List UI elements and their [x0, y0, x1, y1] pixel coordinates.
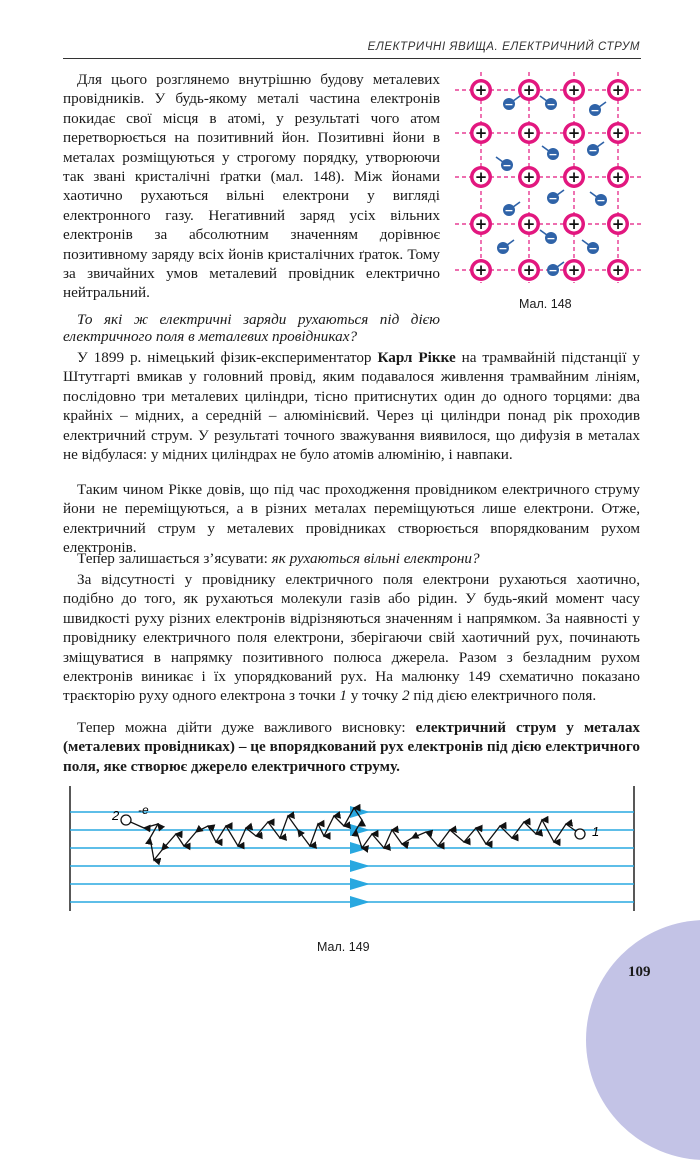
electron-sign: −	[504, 98, 514, 111]
paragraph-conclusion-rikke	[63, 480, 640, 558]
paragraph-rikke-text-b: на трамвайній підстанції у Штутгарті вмикав у головний провід, яким подавалося живлення трамвайним лініям, послідовно три металевих циліндри, тісно притиснутих один до одного торцями: два крайніх – мідних, а середній – алюмінієвий. Через ці циліндри понад рік проходив електричний струм. У результаті точного зважування виявилося, що дифузія в металах не відбулася: у мідних циліндрах не було атомів алюмінію, і навпаки.	[63, 349, 641, 464]
ion-sign: +	[611, 168, 625, 186]
electron-motion-text-a: За відсутності у провіднику електричного поля електрони рухаються хаотично, подібно до того, як рухаються молекули газів або рідин. У будь-який момент часу швидкості руху різних електронів відрізняються значенням і напрямком. За наявності у провіднику електричного поля електрони, зберігаючи свій хаотичний рух, починають зміщуватися в напрямку позитивного полюса джерела. Разом з безладним рухом електронів виникає і їх упорядкований рух. На малюнку 149 схематично показано траєкторію руху одного електрона з точки	[63, 571, 640, 705]
positive-ion	[607, 213, 629, 235]
ion-sign: +	[611, 215, 625, 233]
label-point-2: 2	[112, 808, 120, 823]
positive-ion	[607, 122, 629, 144]
paragraph-electron-motion	[63, 570, 640, 706]
electron-motion-text-b: у точку	[346, 687, 402, 705]
free-electron	[590, 192, 607, 207]
free-electron	[540, 96, 557, 111]
free-electron	[503, 96, 520, 111]
free-electron	[587, 142, 604, 157]
positive-ion	[470, 259, 492, 281]
paragraph-structure	[63, 70, 440, 303]
page-number: 109	[628, 964, 651, 980]
ion-sign: +	[522, 124, 536, 142]
free-electron	[503, 202, 520, 217]
free-electron	[496, 157, 513, 172]
scientist-name: Карл Рікке	[377, 349, 456, 366]
header-rule	[63, 58, 641, 59]
positive-ion	[563, 213, 585, 235]
positive-ion	[518, 166, 540, 188]
point-2-label: 2	[402, 687, 410, 705]
positive-ion	[563, 79, 585, 101]
positive-ion	[518, 79, 540, 101]
paragraph-question-2	[63, 549, 640, 568]
free-electron	[542, 146, 559, 161]
start-point-circle	[575, 829, 585, 839]
positive-ion	[518, 122, 540, 144]
paragraph-question-2-italic: як рухаються вільні електрони?	[271, 550, 480, 567]
electron-motion-text-c: під дією електричного поля.	[409, 687, 597, 705]
ion-sign: +	[474, 81, 488, 99]
ion-sign: +	[611, 261, 625, 279]
positive-ion	[607, 166, 629, 188]
free-electron	[540, 230, 557, 245]
ion-sign: +	[522, 168, 536, 186]
label-point-1: 1	[592, 824, 600, 839]
field-direction-arrows	[350, 806, 370, 908]
point-1-label: 1	[339, 687, 347, 705]
field-arrowhead	[350, 860, 370, 872]
question-text: То які ж електричні заряди рухаються під дією електричного поля в металевих провідниках?	[63, 311, 440, 345]
electron-sign: −	[548, 192, 558, 205]
positive-ion	[563, 166, 585, 188]
definition-intro: Тепер можна дійти дуже важливого висновку:	[77, 719, 416, 736]
paragraph-definition	[63, 718, 640, 776]
electron-trajectory-figure	[66, 786, 640, 911]
paragraph-conclusion-rikke-text: Таким чином Рікке довів, що під час проходження провідником електричного струму йони не переміщуються, а в різних металах переміщуються лише електрони. Отже, електричний струм у металевих провідниках створюється впорядкованим рухом електронів.	[63, 481, 640, 557]
free-electrons	[496, 96, 607, 277]
crystal-lattice-figure	[453, 70, 643, 285]
end-point-circle	[121, 815, 131, 825]
positive-ion	[470, 122, 492, 144]
question-paragraph	[63, 311, 440, 345]
field-arrowhead	[350, 824, 370, 836]
ion-sign: +	[474, 261, 488, 279]
electron-sign: −	[546, 98, 556, 111]
ion-sign: +	[611, 124, 625, 142]
figure-148-caption: Мал. 148	[519, 297, 572, 311]
ion-sign: +	[567, 215, 581, 233]
free-electron	[547, 190, 564, 205]
electron-sign: −	[504, 204, 514, 217]
ion-sign: +	[474, 215, 488, 233]
ion-sign: +	[522, 81, 536, 99]
paragraph-question-2-text: Тепер залишається з’ясувати:	[77, 550, 272, 567]
electron-sign: −	[596, 194, 606, 207]
electron-sign: −	[548, 148, 558, 161]
positive-ion	[518, 259, 540, 281]
positive-ion	[470, 213, 492, 235]
free-electron	[589, 102, 606, 117]
electron-sign: −	[548, 264, 558, 277]
ion-sign: +	[474, 124, 488, 142]
positive-ion	[563, 122, 585, 144]
field-arrowhead	[350, 896, 370, 908]
ion-sign: +	[522, 261, 536, 279]
field-arrowhead	[350, 878, 370, 890]
positive-ion	[563, 259, 585, 281]
electron-sign: −	[588, 144, 598, 157]
electron-sign: −	[546, 232, 556, 245]
positive-ion	[470, 79, 492, 101]
running-header: ЕЛЕКТРИЧНІ ЯВИЩА. ЕЛЕКТРИЧНИЙ СТРУМ	[367, 41, 640, 53]
ion-sign: +	[474, 168, 488, 186]
electron-sign: −	[590, 104, 600, 117]
positive-ion	[607, 259, 629, 281]
ion-sign: +	[567, 124, 581, 142]
electron-sign: −	[502, 159, 512, 172]
figure-149-caption: Мал. 149	[317, 940, 370, 954]
paragraph-rikke	[63, 348, 640, 464]
corner-decoration	[586, 920, 700, 1160]
electron-sign: −	[498, 242, 508, 255]
free-electron	[582, 240, 599, 255]
paragraph-rikke-text-a: У 1899 р. німецький фізик-експериментатор	[77, 349, 378, 366]
ion-sign: +	[611, 81, 625, 99]
free-electron	[497, 240, 514, 255]
positive-ion	[607, 79, 629, 101]
electron-sign: −	[588, 242, 598, 255]
paragraph-structure-text: Для цього розглянемо внутрішню будову металевих провідників. У будь-якому металі частина електронів покидає свої місця в атомі, у результаті чого атом перетворюється на позитивний йон. Позитивні йони в металах розміщуються у строгому порядку, утворюючи так звані кристалічні ґратки (мал. 148). Між йонами хаотично рухаються вільні електрони у вигляді електронного газу. Негативний заряд усіх вільних електронів за абсолютним значенням дорівнює позитивному заряду всіх йонів кристалічних ґраток. Тому за звичайних умов металевий провідник електрично нейтральний.	[63, 71, 440, 302]
positive-ion	[470, 166, 492, 188]
ion-sign: +	[567, 81, 581, 99]
label-electron: -e	[138, 803, 149, 817]
ion-sign: +	[567, 261, 581, 279]
positive-ion	[518, 213, 540, 235]
definition-bold: електричний струм у металах (металевих провідниках) – це впорядкований рух електронів під дією електричного поля, яке створює джерело електричного струму.	[63, 719, 641, 775]
ion-sign: +	[522, 215, 536, 233]
ion-sign: +	[567, 168, 581, 186]
